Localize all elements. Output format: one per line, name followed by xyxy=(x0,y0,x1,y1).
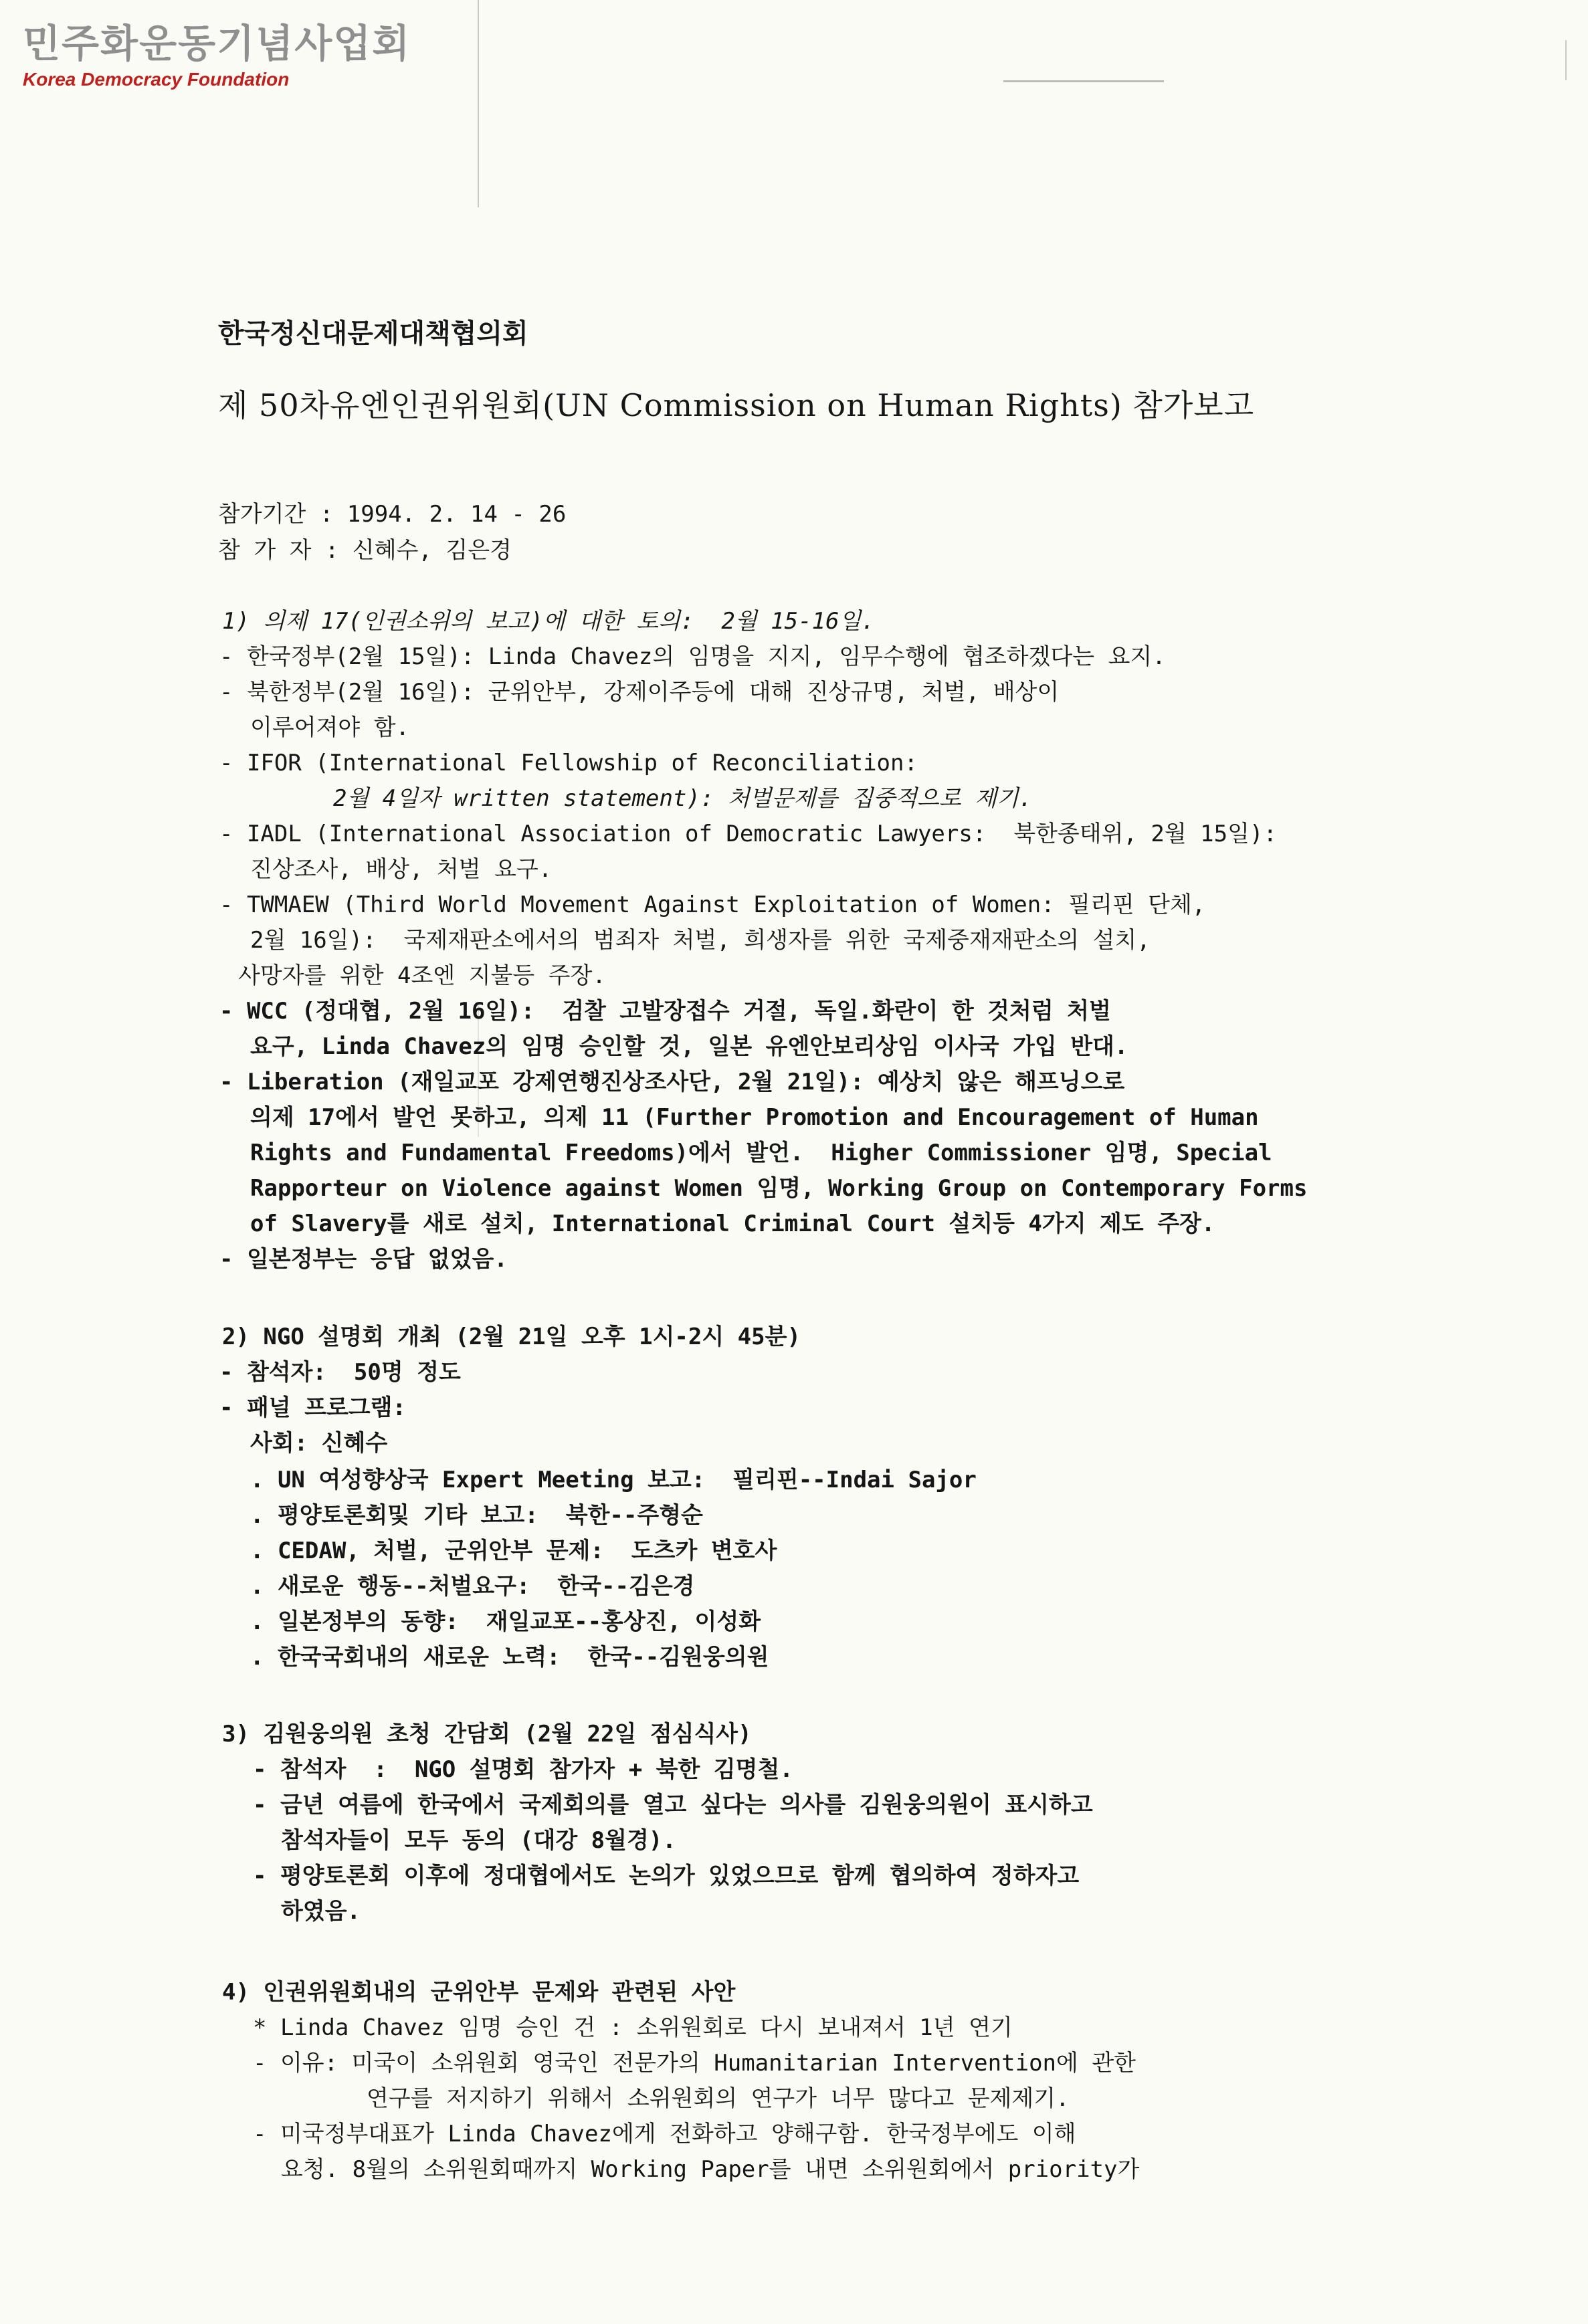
right-edge-mark xyxy=(1565,40,1567,80)
organization-name: 한국정신대문제대책협의회 xyxy=(218,318,528,349)
section-4-line: 연구를 저지하기 위해서 소위원회의 연구가 너무 많다고 문제제기. xyxy=(367,2085,1070,2112)
section-4-line: - 이유: 미국이 소위원회 영국인 전문가의 Humanitarian Intervention에 관한 xyxy=(253,2050,1136,2077)
foundation-logo xyxy=(23,21,411,91)
section-1-line: 요구, Linda Chavez의 임명 승인할 것, 일본 유엔안보리상임 이사국 가입 반대. xyxy=(250,1033,1128,1060)
binding-crease-line xyxy=(478,0,479,207)
section-3-line: - 평양토론회 이후에 정대협에서도 논의가 있었으므로 함께 협의하여 정하자고 xyxy=(253,1863,1080,1889)
section-1-line: - 북한정부(2월 16일): 군위안부, 강제이주등에 대해 진상규명, 처벌, 배상이 xyxy=(219,679,1060,706)
section-2-line: 사회: 신혜수 xyxy=(250,1430,388,1457)
logo-korean-name: 민주화운동기념사업회 xyxy=(23,21,411,66)
section-3-line: 하였음. xyxy=(281,1898,361,1925)
panel-list-item: . 한국국회내의 새로운 노력: 한국--김원웅의원 xyxy=(250,1644,769,1671)
section-1-line: - Liberation (재일교포 강제연행진상조사단, 2월 21일): 예상치 않은 해프닝으로 xyxy=(219,1069,1125,1095)
top-edge-mark xyxy=(1003,80,1164,82)
section-1-line: 의제 17에서 발언 못하고, 의제 11 (Further Promotion and Encouragement of Human xyxy=(250,1104,1259,1131)
section-1-line: 이루어져야 함. xyxy=(250,714,410,741)
section-1-line: - IADL (International Association of Democratic Lawyers: 북한종태위, 2월 15일): xyxy=(219,821,1277,847)
section-1-line: - 일본정부는 응답 없었음. xyxy=(219,1246,508,1273)
section-3-heading: 3) 김원웅의원 초청 간담회 (2월 22일 점심식사) xyxy=(222,1721,752,1748)
section-3-line: 참석자들이 모두 동의 (대강 8월경). xyxy=(281,1827,676,1854)
section-4-line: * Linda Chavez 임명 승인 건 : 소위원회로 다시 보내져서 1년 연기 xyxy=(253,2014,1013,2041)
section-1-line: - 한국정부(2월 15일): Linda Chavez의 임명을 지지, 임무수행에 협조하겠다는 요지. xyxy=(219,643,1166,670)
section-2-line: - 참석자: 50명 정도 xyxy=(219,1359,461,1386)
section-1-line: of Slavery를 새로 설치, International Criminal Court 설치등 4가지 제도 주장. xyxy=(250,1210,1215,1237)
participants: 참 가 자 : 신혜수, 김은경 xyxy=(218,537,512,564)
section-3-line: - 금년 여름에 한국에서 국제회의를 열고 싶다는 의사를 김원웅의원이 표시하고 xyxy=(253,1792,1093,1818)
section-3-line: - 참석자 : NGO 설명회 참가자 + 북한 김명철. xyxy=(253,1756,793,1783)
section-4-line: - 미국정부대표가 Linda Chavez에게 전화하고 양해구함. 한국정부에도 이해 xyxy=(253,2121,1076,2147)
section-4-heading: 4) 인권위원회내의 군위안부 문제와 관련된 사안 xyxy=(222,1979,736,2006)
panel-list-item: . 일본정부의 동향: 재일교포--홍상진, 이성화 xyxy=(250,1608,761,1635)
panel-list-item: . 평양토론회및 기타 보고: 북한--주형순 xyxy=(250,1502,703,1529)
section-4-line: 요청. 8월의 소위원회때까지 Working Paper를 내면 소위원회에서 priority가 xyxy=(281,2156,1140,2183)
panel-list-item: . 새로운 행동--처벌요구: 한국--김은경 xyxy=(250,1573,695,1600)
section-1-heading: 1) 의제 17(인권소위의 보고)에 대한 토의: 2월 15-16일. xyxy=(222,608,875,635)
panel-list-item: . CEDAW, 처벌, 군위안부 문제: 도츠카 변호사 xyxy=(250,1538,777,1564)
section-1-line: 2월 16일): 국제재판소에서의 범죄자 처벌, 희생자를 위한 국제중재재판소의 설치, xyxy=(250,927,1151,954)
section-1-line: - WCC (정대협, 2월 16일): 검찰 고발장접수 거절, 독일.화란이 한 것처럼 처벌 xyxy=(219,998,1111,1025)
section-1-line: 2월 4일자 written statement): 처벌문제를 집중적으로 제기. xyxy=(333,785,1033,812)
section-1-line: - TWMAEW (Third World Movement Against Exploitation of Women: 필리핀 단체, xyxy=(219,891,1206,918)
section-2-line: - 패널 프로그램: xyxy=(219,1394,406,1421)
report-title: 제 50차유엔인권위원회(UN Commission on Human Rights) 참가보고 xyxy=(218,387,1255,423)
section-1-line: Rapporteur on Violence against Women 임명, Working Group on Contemporary Forms xyxy=(250,1175,1308,1202)
panel-list-item: . UN 여성향상국 Expert Meeting 보고: 필리핀--Indai Sajor xyxy=(250,1467,977,1493)
section-2-heading: 2) NGO 설명회 개최 (2월 21일 오후 1시-2시 45분) xyxy=(222,1324,801,1350)
logo-english-name: Korea Democracy Foundation xyxy=(23,69,290,90)
participation-period: 참가기간 : 1994. 2. 14 - 26 xyxy=(218,501,567,528)
section-1-line: 사망자를 위한 4조엔 지불등 주장. xyxy=(238,962,606,989)
section-1-line: 진상조사, 배상, 처벌 요구. xyxy=(250,856,553,883)
section-1-line: - IFOR (International Fellowship of Reconciliation: xyxy=(219,750,918,776)
section-1-line: Rights and Fundamental Freedoms)에서 발언. Higher Commissioner 임명, Special xyxy=(250,1140,1272,1166)
